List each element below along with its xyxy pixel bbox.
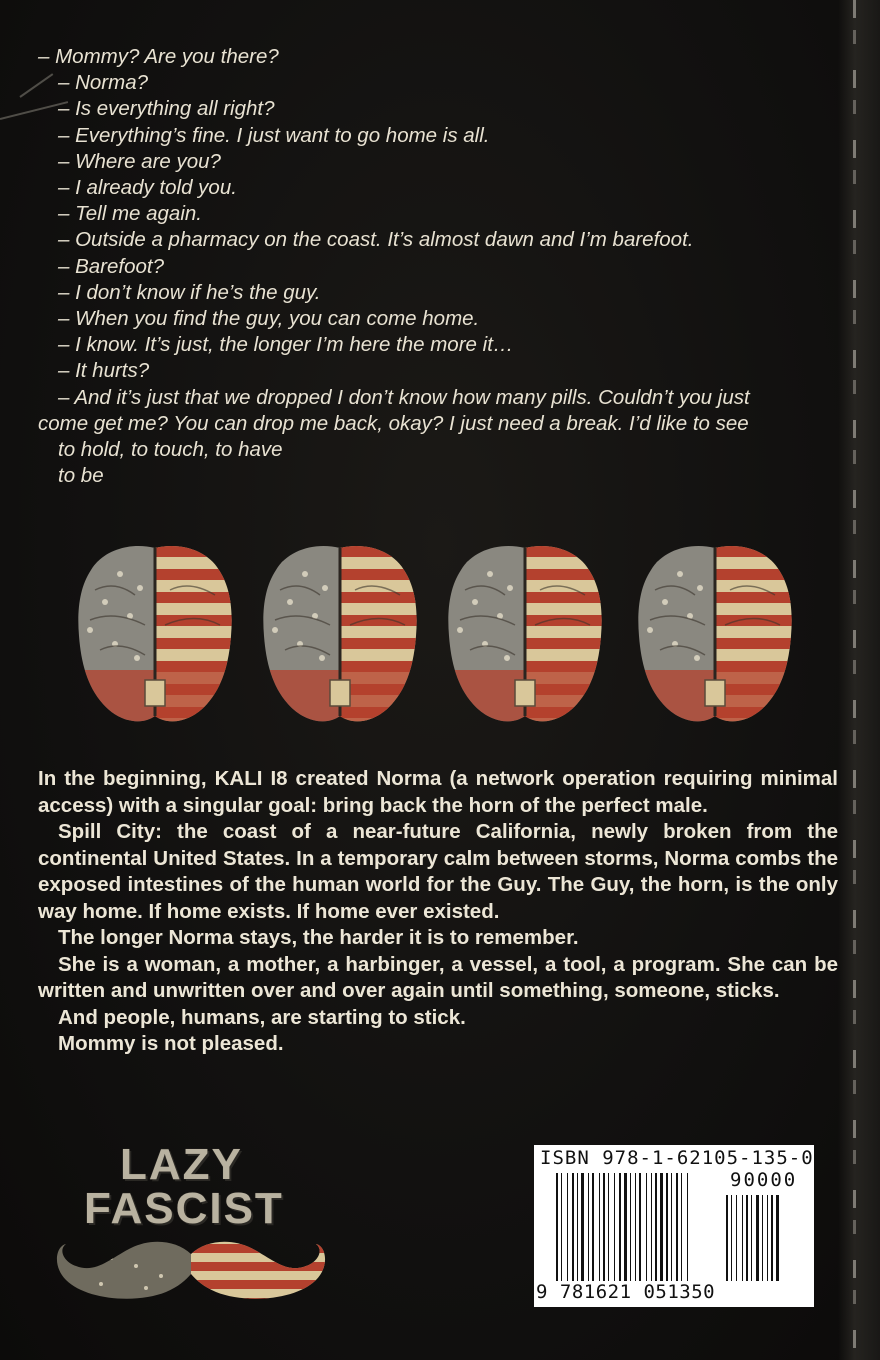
dialogue-line: – Norma? <box>58 71 149 95</box>
brain-flag-icon <box>75 540 235 730</box>
brain-flag-icon <box>635 540 795 730</box>
description-paragraph: Mommy is not pleased. <box>58 1032 284 1055</box>
dialogue-line: – I don’t know if he’s the guy. <box>58 280 321 304</box>
dialogue-line: – Where are you? <box>58 149 221 173</box>
price-code: 90000 <box>730 1169 798 1191</box>
mustache-icon <box>56 1236 326 1316</box>
description-paragraph: And people, humans, are starting to stick. <box>58 1005 466 1029</box>
dialogue-line: – Tell me again. <box>58 202 202 226</box>
logo-word-fascist: FASCIST <box>84 1184 284 1233</box>
brain-flag-icon <box>445 540 605 730</box>
ean-number: 9 781621 051350 <box>536 1281 716 1303</box>
dialogue-line: to hold, to touch, to have <box>58 438 283 462</box>
book-description <box>38 766 838 1058</box>
dialogue-excerpt <box>38 44 848 489</box>
dialogue-line: – Barefoot? <box>58 254 164 278</box>
dialogue-line: come get me? You can drop me back, okay? I just need a break. I’d like to see <box>38 411 749 435</box>
isbn-number: ISBN 978-1-62105-135-0 <box>540 1147 814 1169</box>
dialogue-line: – Is everything all right? <box>58 97 275 121</box>
description-paragraph: Spill City: the coast of a near-future California, newly broken from the continental United States. In a temporary calm between storms, Norma combs the exposed intestines of the human world for the Guy. The Guy, the horn, is the only way home. If home exists. If home ever existed. <box>38 820 838 923</box>
description-paragraph: In the beginning, KALI I8 created Norma (a network operation requiring minimal access) with a singular goal: bring back the horn of the perfect male. <box>38 767 838 817</box>
spine-crease <box>853 0 856 1360</box>
dialogue-line: – I already told you. <box>58 176 237 200</box>
logo-word-lazy: LAZY <box>120 1140 243 1189</box>
dialogue-line: to be <box>58 464 104 488</box>
isbn-barcode <box>534 1145 814 1307</box>
dialogue-line: – I know. It’s just, the longer I’m here the more it… <box>58 333 514 357</box>
dialogue-line: – When you find the guy, you can come home. <box>58 307 480 331</box>
description-paragraph: She is a woman, a mother, a harbinger, a vessel, a tool, a program. She can be written and unwritten over and over again until something, someone, sticks. <box>38 952 838 1002</box>
dialogue-line: – Mommy? Are you there? <box>38 45 279 68</box>
dialogue-line: – Outside a pharmacy on the coast. It’s almost dawn and I’m barefoot. <box>58 228 694 252</box>
dialogue-line: – It hurts? <box>58 359 150 383</box>
description-paragraph: The longer Norma stays, the harder it is to remember. <box>58 926 579 949</box>
brain-row <box>70 540 810 740</box>
brain-flag-icon <box>260 540 420 730</box>
dialogue-line: – Everything’s fine. I just want to go home is all. <box>58 123 490 147</box>
dialogue-line: – And it’s just that we dropped I don’t know how many pills. Couldn’t you just <box>58 385 750 409</box>
publisher-logo <box>56 1136 326 1316</box>
